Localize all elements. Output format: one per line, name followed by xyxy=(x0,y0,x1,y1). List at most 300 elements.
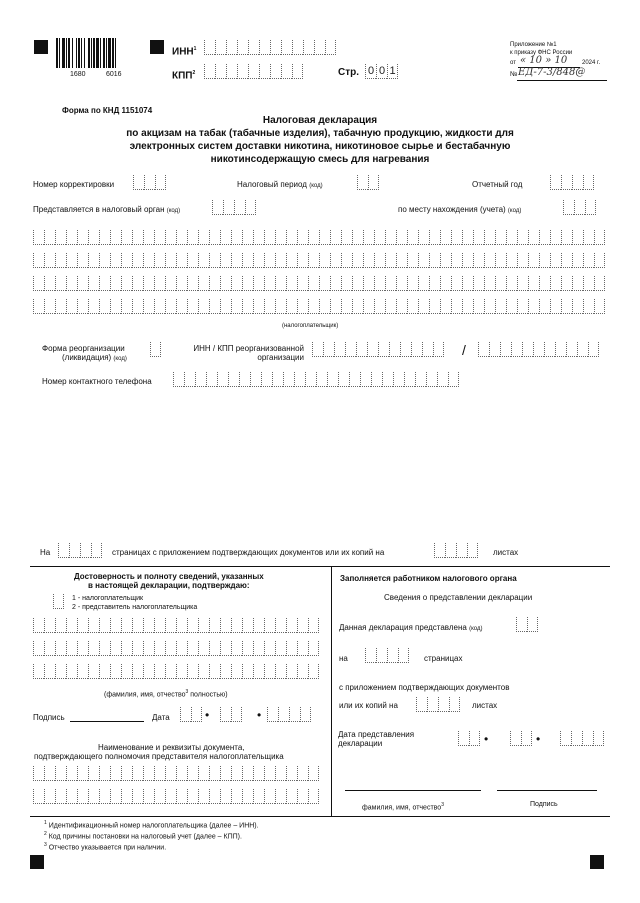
input-cell[interactable] xyxy=(88,618,99,633)
input-cell[interactable] xyxy=(132,299,143,314)
input-cell[interactable] xyxy=(231,641,242,656)
input-cell[interactable] xyxy=(165,641,176,656)
input-cell[interactable] xyxy=(500,342,511,357)
input-cell[interactable] xyxy=(308,299,319,314)
input-cell[interactable] xyxy=(220,664,231,679)
input-cell[interactable] xyxy=(286,618,297,633)
input-cell[interactable] xyxy=(234,200,245,215)
input-cell[interactable] xyxy=(253,618,264,633)
input-cell[interactable] xyxy=(286,664,297,679)
input-cell[interactable] xyxy=(259,40,270,55)
input-cell[interactable] xyxy=(456,543,467,558)
input-cell[interactable] xyxy=(99,789,110,804)
input-cell[interactable] xyxy=(407,276,418,291)
input-cell[interactable] xyxy=(176,641,187,656)
input-cell[interactable] xyxy=(44,789,55,804)
input-cell[interactable] xyxy=(429,253,440,268)
input-cell[interactable] xyxy=(325,40,336,55)
input-cell[interactable] xyxy=(150,342,161,357)
input-cell[interactable] xyxy=(55,299,66,314)
input-cell[interactable] xyxy=(77,664,88,679)
input-cell[interactable] xyxy=(77,230,88,245)
input-cell[interactable] xyxy=(77,276,88,291)
input-cell[interactable] xyxy=(143,641,154,656)
input-cell[interactable] xyxy=(143,253,154,268)
input-cell[interactable] xyxy=(297,789,308,804)
input-cell[interactable] xyxy=(154,766,165,781)
input-cell[interactable] xyxy=(165,299,176,314)
input-cell[interactable] xyxy=(297,618,308,633)
signer-date-month-cells[interactable] xyxy=(220,707,242,722)
input-cell[interactable] xyxy=(305,372,316,387)
input-cell[interactable] xyxy=(154,789,165,804)
input-cell[interactable] xyxy=(286,276,297,291)
input-cell[interactable] xyxy=(121,664,132,679)
input-cell[interactable] xyxy=(308,276,319,291)
input-cell[interactable] xyxy=(297,276,308,291)
input-cell[interactable] xyxy=(583,299,594,314)
input-cell[interactable] xyxy=(226,64,237,79)
input-cell[interactable] xyxy=(539,299,550,314)
input-cell[interactable] xyxy=(363,299,374,314)
input-cell[interactable] xyxy=(561,175,572,190)
input-cell[interactable] xyxy=(261,372,272,387)
input-cell[interactable] xyxy=(303,40,314,55)
input-cell[interactable] xyxy=(33,766,44,781)
input-cell[interactable] xyxy=(165,618,176,633)
input-cell[interactable] xyxy=(187,276,198,291)
input-cell[interactable] xyxy=(132,766,143,781)
input-cell[interactable] xyxy=(594,276,605,291)
input-cell[interactable] xyxy=(275,618,286,633)
input-cell[interactable] xyxy=(495,253,506,268)
input-cell[interactable] xyxy=(292,64,303,79)
input-cell[interactable] xyxy=(242,641,253,656)
input-cell[interactable] xyxy=(88,766,99,781)
input-cell[interactable] xyxy=(220,766,231,781)
right-date-month-cells[interactable] xyxy=(510,731,532,746)
doc-row-1[interactable] xyxy=(33,766,319,781)
input-cell[interactable] xyxy=(478,342,489,357)
input-cell[interactable] xyxy=(176,664,187,679)
input-cell[interactable] xyxy=(198,230,209,245)
input-cell[interactable] xyxy=(495,299,506,314)
input-cell[interactable] xyxy=(66,253,77,268)
input-cell[interactable] xyxy=(555,342,566,357)
input-cell[interactable] xyxy=(267,707,278,722)
input-cell[interactable] xyxy=(528,230,539,245)
input-cell[interactable] xyxy=(533,342,544,357)
input-cell[interactable] xyxy=(583,253,594,268)
input-cell[interactable] xyxy=(426,372,437,387)
input-cell[interactable] xyxy=(223,200,234,215)
input-cell[interactable] xyxy=(143,664,154,679)
pages-count-cells[interactable] xyxy=(58,543,102,558)
input-cell[interactable] xyxy=(292,40,303,55)
input-cell[interactable] xyxy=(275,664,286,679)
input-cell[interactable] xyxy=(316,372,327,387)
input-cell[interactable] xyxy=(440,230,451,245)
right-pages-cells[interactable] xyxy=(365,648,409,663)
input-cell[interactable] xyxy=(44,276,55,291)
input-cell[interactable] xyxy=(55,789,66,804)
input-cell[interactable] xyxy=(294,372,305,387)
input-cell[interactable] xyxy=(385,299,396,314)
input-cell[interactable] xyxy=(385,276,396,291)
input-cell[interactable] xyxy=(365,648,376,663)
input-cell[interactable] xyxy=(231,276,242,291)
input-cell[interactable] xyxy=(334,342,345,357)
input-cell[interactable] xyxy=(484,253,495,268)
sheets-count-cells[interactable] xyxy=(434,543,478,558)
taxpayer-name-row-4[interactable] xyxy=(33,299,605,314)
submitted-to-cells[interactable] xyxy=(212,200,256,215)
input-cell[interactable] xyxy=(195,372,206,387)
input-cell[interactable] xyxy=(155,175,166,190)
input-cell[interactable] xyxy=(99,618,110,633)
input-cell[interactable] xyxy=(143,618,154,633)
input-cell[interactable] xyxy=(416,697,427,712)
input-cell[interactable] xyxy=(264,641,275,656)
input-cell[interactable] xyxy=(110,789,121,804)
input-cell[interactable] xyxy=(176,299,187,314)
input-cell[interactable] xyxy=(237,64,248,79)
input-cell[interactable] xyxy=(433,342,444,357)
input-cell[interactable] xyxy=(308,664,319,679)
input-cell[interactable] xyxy=(88,230,99,245)
input-cell[interactable] xyxy=(55,276,66,291)
input-cell[interactable] xyxy=(191,707,202,722)
input-cell[interactable] xyxy=(144,175,155,190)
input-cell[interactable] xyxy=(154,230,165,245)
input-cell[interactable] xyxy=(242,766,253,781)
input-cell[interactable] xyxy=(286,253,297,268)
input-cell[interactable] xyxy=(55,664,66,679)
input-cell[interactable] xyxy=(198,299,209,314)
input-cell[interactable] xyxy=(528,276,539,291)
signer-type-cells[interactable] xyxy=(53,594,64,609)
input-cell[interactable] xyxy=(283,372,294,387)
input-cell[interactable] xyxy=(517,230,528,245)
input-cell[interactable] xyxy=(544,342,555,357)
input-cell[interactable] xyxy=(176,276,187,291)
input-cell[interactable] xyxy=(550,276,561,291)
right-date-day-cells[interactable] xyxy=(458,731,480,746)
input-cell[interactable] xyxy=(77,641,88,656)
input-cell[interactable] xyxy=(594,299,605,314)
input-cell[interactable] xyxy=(286,789,297,804)
input-cell[interactable] xyxy=(55,766,66,781)
input-cell[interactable] xyxy=(209,299,220,314)
input-cell[interactable] xyxy=(250,372,261,387)
input-cell[interactable] xyxy=(231,299,242,314)
input-cell[interactable] xyxy=(577,342,588,357)
input-cell[interactable] xyxy=(308,230,319,245)
input-cell[interactable] xyxy=(281,40,292,55)
input-cell[interactable] xyxy=(33,641,44,656)
input-cell[interactable] xyxy=(231,664,242,679)
input-cell[interactable] xyxy=(341,253,352,268)
input-cell[interactable] xyxy=(132,664,143,679)
input-cell[interactable] xyxy=(88,664,99,679)
input-cell[interactable] xyxy=(585,200,596,215)
input-cell[interactable] xyxy=(204,40,215,55)
input-cell[interactable] xyxy=(330,276,341,291)
input-cell[interactable] xyxy=(33,230,44,245)
input-cell[interactable] xyxy=(387,64,398,79)
input-cell[interactable] xyxy=(99,664,110,679)
input-cell[interactable] xyxy=(506,230,517,245)
input-cell[interactable] xyxy=(495,276,506,291)
input-cell[interactable] xyxy=(99,276,110,291)
input-cell[interactable] xyxy=(451,276,462,291)
input-cell[interactable] xyxy=(44,299,55,314)
input-cell[interactable] xyxy=(451,230,462,245)
input-cell[interactable] xyxy=(220,299,231,314)
input-cell[interactable] xyxy=(469,731,480,746)
input-cell[interactable] xyxy=(239,372,250,387)
input-cell[interactable] xyxy=(220,789,231,804)
input-cell[interactable] xyxy=(231,253,242,268)
input-cell[interactable] xyxy=(55,618,66,633)
input-cell[interactable] xyxy=(209,253,220,268)
taxpayer-name-row-2[interactable] xyxy=(33,253,605,268)
input-cell[interactable] xyxy=(382,372,393,387)
input-cell[interactable] xyxy=(516,617,527,632)
input-cell[interactable] xyxy=(297,641,308,656)
input-cell[interactable] xyxy=(275,276,286,291)
taxpayer-name-row-3[interactable] xyxy=(33,276,605,291)
input-cell[interactable] xyxy=(33,253,44,268)
input-cell[interactable] xyxy=(55,253,66,268)
kpp-cells[interactable] xyxy=(204,64,303,79)
input-cell[interactable] xyxy=(521,731,532,746)
input-cell[interactable] xyxy=(110,641,121,656)
input-cell[interactable] xyxy=(253,789,264,804)
input-cell[interactable] xyxy=(253,664,264,679)
page-number-cells[interactable] xyxy=(365,64,398,79)
input-cell[interactable] xyxy=(376,64,387,79)
input-cell[interactable] xyxy=(99,253,110,268)
input-cell[interactable] xyxy=(506,276,517,291)
input-cell[interactable] xyxy=(77,253,88,268)
input-cell[interactable] xyxy=(264,766,275,781)
input-cell[interactable] xyxy=(132,789,143,804)
input-cell[interactable] xyxy=(33,299,44,314)
input-cell[interactable] xyxy=(462,253,473,268)
input-cell[interactable] xyxy=(445,543,456,558)
input-cell[interactable] xyxy=(594,230,605,245)
input-cell[interactable] xyxy=(242,789,253,804)
input-cell[interactable] xyxy=(176,618,187,633)
input-cell[interactable] xyxy=(121,253,132,268)
input-cell[interactable] xyxy=(264,276,275,291)
input-cell[interactable] xyxy=(253,230,264,245)
input-cell[interactable] xyxy=(110,618,121,633)
input-cell[interactable] xyxy=(88,641,99,656)
input-cell[interactable] xyxy=(198,664,209,679)
input-cell[interactable] xyxy=(411,342,422,357)
input-cell[interactable] xyxy=(495,230,506,245)
input-cell[interactable] xyxy=(593,731,604,746)
input-cell[interactable] xyxy=(215,40,226,55)
input-cell[interactable] xyxy=(473,276,484,291)
input-cell[interactable] xyxy=(58,543,69,558)
input-cell[interactable] xyxy=(374,253,385,268)
input-cell[interactable] xyxy=(143,299,154,314)
input-cell[interactable] xyxy=(550,230,561,245)
input-cell[interactable] xyxy=(132,641,143,656)
input-cell[interactable] xyxy=(88,299,99,314)
input-cell[interactable] xyxy=(44,253,55,268)
input-cell[interactable] xyxy=(165,253,176,268)
input-cell[interactable] xyxy=(99,299,110,314)
signer-date-year-cells[interactable] xyxy=(267,707,311,722)
input-cell[interactable] xyxy=(484,230,495,245)
input-cell[interactable] xyxy=(248,64,259,79)
input-cell[interactable] xyxy=(187,299,198,314)
input-cell[interactable] xyxy=(33,789,44,804)
input-cell[interactable] xyxy=(389,342,400,357)
input-cell[interactable] xyxy=(209,664,220,679)
input-cell[interactable] xyxy=(242,618,253,633)
input-cell[interactable] xyxy=(583,276,594,291)
input-cell[interactable] xyxy=(272,372,283,387)
input-cell[interactable] xyxy=(187,253,198,268)
input-cell[interactable] xyxy=(270,64,281,79)
right-fio-line[interactable] xyxy=(345,790,481,791)
input-cell[interactable] xyxy=(506,299,517,314)
input-cell[interactable] xyxy=(330,230,341,245)
input-cell[interactable] xyxy=(363,276,374,291)
input-cell[interactable] xyxy=(582,731,593,746)
inn-cells[interactable] xyxy=(204,40,336,55)
input-cell[interactable] xyxy=(184,372,195,387)
taxpayer-name-row-1[interactable] xyxy=(33,230,605,245)
input-cell[interactable] xyxy=(440,276,451,291)
input-cell[interactable] xyxy=(275,789,286,804)
input-cell[interactable] xyxy=(209,641,220,656)
input-cell[interactable] xyxy=(583,175,594,190)
input-cell[interactable] xyxy=(209,230,220,245)
input-cell[interactable] xyxy=(418,276,429,291)
input-cell[interactable] xyxy=(462,276,473,291)
input-cell[interactable] xyxy=(66,789,77,804)
input-cell[interactable] xyxy=(220,641,231,656)
input-cell[interactable] xyxy=(264,664,275,679)
input-cell[interactable] xyxy=(165,789,176,804)
input-cell[interactable] xyxy=(572,175,583,190)
input-cell[interactable] xyxy=(143,230,154,245)
reorg-form-cells[interactable] xyxy=(150,342,161,357)
input-cell[interactable] xyxy=(259,64,270,79)
input-cell[interactable] xyxy=(264,789,275,804)
input-cell[interactable] xyxy=(110,766,121,781)
input-cell[interactable] xyxy=(286,299,297,314)
input-cell[interactable] xyxy=(231,707,242,722)
input-cell[interactable] xyxy=(539,230,550,245)
input-cell[interactable] xyxy=(143,766,154,781)
reporting-year-cells[interactable] xyxy=(550,175,594,190)
input-cell[interactable] xyxy=(583,230,594,245)
input-cell[interactable] xyxy=(154,299,165,314)
input-cell[interactable] xyxy=(407,299,418,314)
input-cell[interactable] xyxy=(44,618,55,633)
input-cell[interactable] xyxy=(484,299,495,314)
input-cell[interactable] xyxy=(349,372,360,387)
input-cell[interactable] xyxy=(77,789,88,804)
input-cell[interactable] xyxy=(376,648,387,663)
input-cell[interactable] xyxy=(206,372,217,387)
input-cell[interactable] xyxy=(44,230,55,245)
input-cell[interactable] xyxy=(212,200,223,215)
input-cell[interactable] xyxy=(308,618,319,633)
input-cell[interactable] xyxy=(253,253,264,268)
input-cell[interactable] xyxy=(374,299,385,314)
input-cell[interactable] xyxy=(264,230,275,245)
input-cell[interactable] xyxy=(187,618,198,633)
input-cell[interactable] xyxy=(357,175,368,190)
input-cell[interactable] xyxy=(308,766,319,781)
input-cell[interactable] xyxy=(228,372,239,387)
input-cell[interactable] xyxy=(253,641,264,656)
input-cell[interactable] xyxy=(110,299,121,314)
input-cell[interactable] xyxy=(427,697,438,712)
input-cell[interactable] xyxy=(264,299,275,314)
input-cell[interactable] xyxy=(429,230,440,245)
input-cell[interactable] xyxy=(473,230,484,245)
input-cell[interactable] xyxy=(66,664,77,679)
input-cell[interactable] xyxy=(275,299,286,314)
input-cell[interactable] xyxy=(374,276,385,291)
input-cell[interactable] xyxy=(121,766,132,781)
input-cell[interactable] xyxy=(270,40,281,55)
input-cell[interactable] xyxy=(88,276,99,291)
input-cell[interactable] xyxy=(434,543,445,558)
signer-name-row-2[interactable] xyxy=(33,641,319,656)
input-cell[interactable] xyxy=(308,789,319,804)
input-cell[interactable] xyxy=(308,641,319,656)
input-cell[interactable] xyxy=(407,230,418,245)
input-cell[interactable] xyxy=(275,641,286,656)
input-cell[interactable] xyxy=(550,299,561,314)
input-cell[interactable] xyxy=(352,230,363,245)
input-cell[interactable] xyxy=(297,664,308,679)
input-cell[interactable] xyxy=(187,230,198,245)
input-cell[interactable] xyxy=(566,342,577,357)
input-cell[interactable] xyxy=(437,372,448,387)
input-cell[interactable] xyxy=(527,617,538,632)
input-cell[interactable] xyxy=(237,40,248,55)
input-cell[interactable] xyxy=(187,789,198,804)
input-cell[interactable] xyxy=(352,299,363,314)
input-cell[interactable] xyxy=(467,543,478,558)
input-cell[interactable] xyxy=(165,276,176,291)
input-cell[interactable] xyxy=(231,789,242,804)
input-cell[interactable] xyxy=(330,299,341,314)
input-cell[interactable] xyxy=(176,230,187,245)
input-cell[interactable] xyxy=(572,230,583,245)
right-signature-line[interactable] xyxy=(497,790,597,791)
input-cell[interactable] xyxy=(220,253,231,268)
input-cell[interactable] xyxy=(371,372,382,387)
input-cell[interactable] xyxy=(330,253,341,268)
input-cell[interactable] xyxy=(407,253,418,268)
input-cell[interactable] xyxy=(132,276,143,291)
input-cell[interactable] xyxy=(473,299,484,314)
input-cell[interactable] xyxy=(154,253,165,268)
doc-row-2[interactable] xyxy=(33,789,319,804)
